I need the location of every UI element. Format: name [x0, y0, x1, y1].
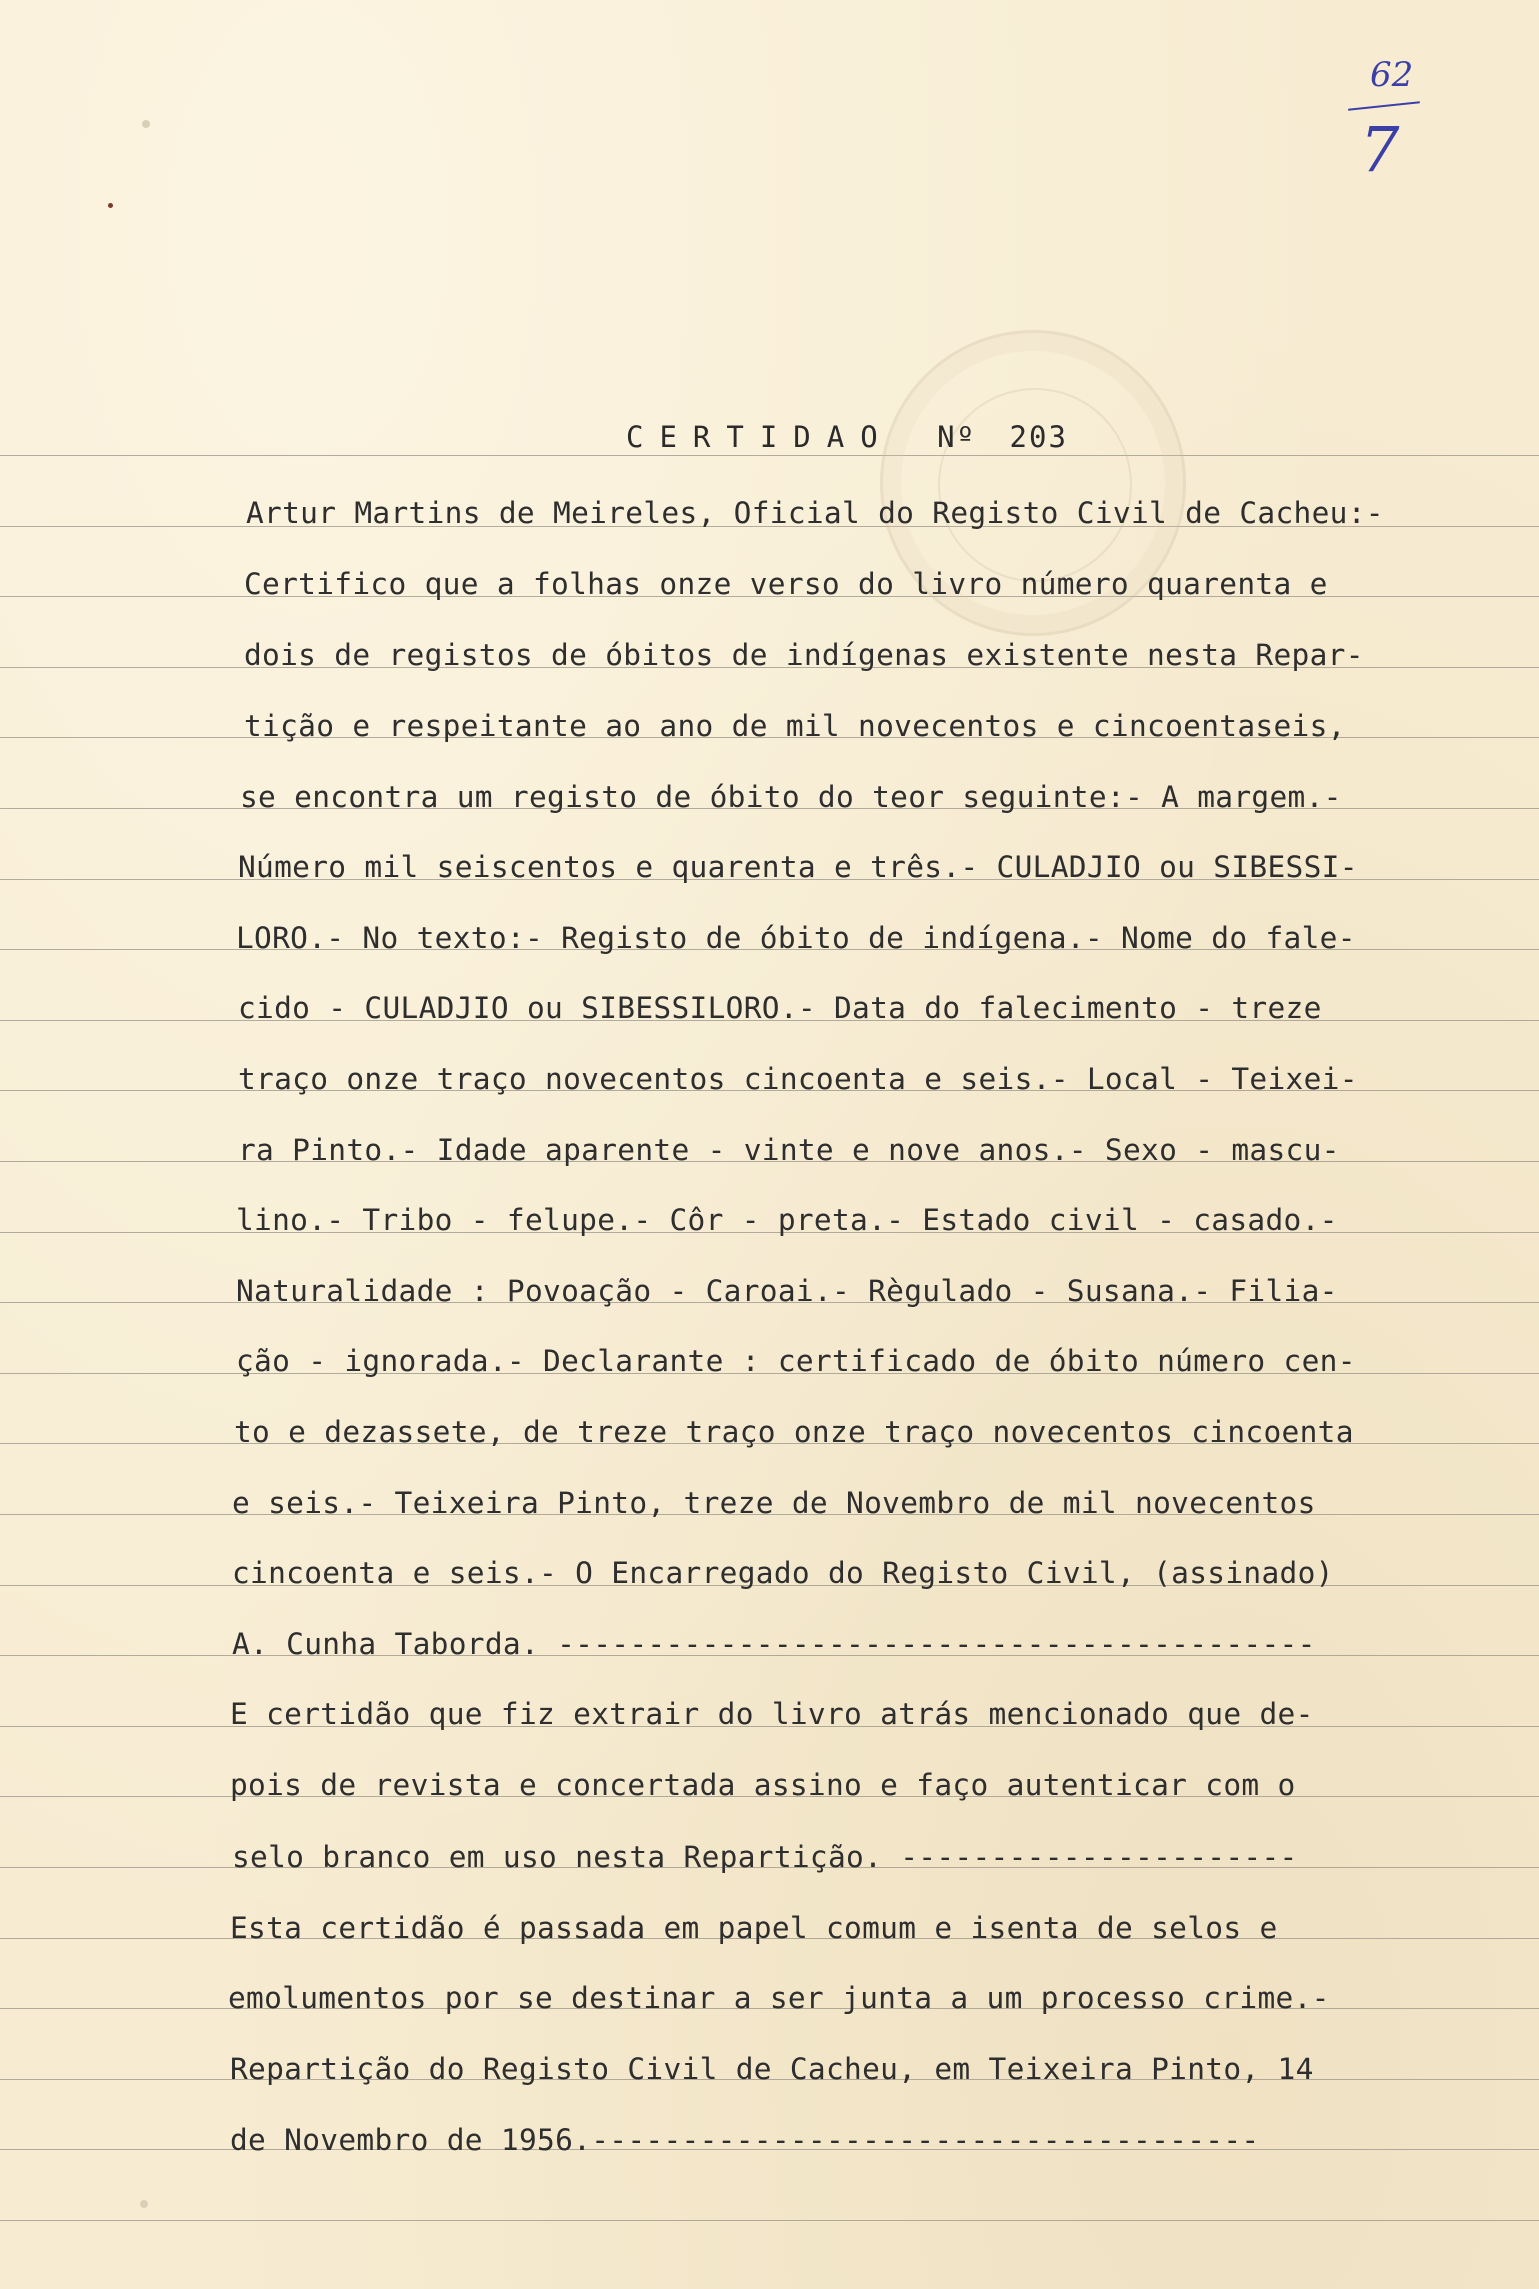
text-line: pois de revista e concertada assino e faço autenticar com o — [230, 1768, 1296, 1802]
text-line: A. Cunha Taborda. ------------------------------------------ — [232, 1627, 1316, 1661]
text-line: to e dezassete, de treze traço onze traço novecentos cincoenta — [234, 1415, 1354, 1449]
paper-spot — [108, 203, 113, 208]
title-number-label: Nº — [937, 420, 977, 454]
document-title — [626, 420, 1226, 470]
text-line: Certifico que a folhas onze verso do livro número quarenta e — [244, 567, 1328, 601]
text-line: Artur Martins de Meireles, Oficial do Registo Civil de Cacheu:- — [246, 496, 1384, 530]
folio-annotation — [1340, 55, 1430, 225]
title-number: 203 — [1009, 420, 1068, 454]
folio-bottom-number: 7 — [1360, 113, 1400, 186]
text-line: ção - ignorada.- Declarante : certificado de óbito número cen- — [236, 1344, 1356, 1378]
text-line: se encontra um registo de óbito do teor seguinte:- A margem.- — [240, 780, 1342, 814]
text-line: selo branco em uso nesta Repartição. ---------------------- — [232, 1840, 1298, 1874]
text-line: E certidão que fiz extrair do livro atrás mencionado que de- — [230, 1697, 1314, 1731]
text-line: Número mil seiscentos e quarenta e três.- CULADJIO ou SIBESSI- — [238, 850, 1358, 884]
folio-divider — [1348, 101, 1420, 111]
text-line: emolumentos por se destinar a ser junta a um processo crime.- — [228, 1981, 1330, 2015]
text-line: traço onze traço novecentos cincoenta e seis.- Local - Teixei- — [238, 1062, 1358, 1096]
text-line: Naturalidade : Povoação - Caroai.- Règulado - Susana.- Filia- — [236, 1274, 1338, 1308]
text-line: dois de registos de óbitos de indígenas existente nesta Repar- — [244, 638, 1364, 672]
text-line: lino.- Tribo - felupe.- Côr - preta.- Estado civil - casado.- — [236, 1203, 1338, 1237]
punch-hole-mark — [142, 120, 150, 128]
punch-hole-mark — [140, 2200, 148, 2208]
text-line: ra Pinto.- Idade aparente - vinte e nove anos.- Sexo - mascu- — [238, 1133, 1340, 1167]
title-word: CERTIDAO — [626, 420, 894, 454]
text-line: cincoenta e seis.- O Encarregado do Registo Civil, (assinado) — [232, 1556, 1334, 1590]
text-line: LORO.- No texto:- Registo de óbito de indígena.- Nome do fale- — [236, 921, 1356, 955]
text-line: Esta certidão é passada em papel comum e isenta de selos e — [230, 1911, 1278, 1945]
text-line: tição e respeitante ao ano de mil novecentos e cincoentaseis, — [244, 709, 1346, 743]
text-line: de Novembro de 1956.------------------------------------- — [230, 2123, 1260, 2157]
ruled-line — [0, 2220, 1539, 2221]
text-line: Repartição do Registo Civil de Cacheu, em Teixeira Pinto, 14 — [230, 2052, 1314, 2086]
folio-top-number: 62 — [1370, 55, 1414, 95]
text-line: cido - CULADJIO ou SIBESSILORO.- Data do falecimento - treze — [238, 991, 1322, 1025]
text-line: e seis.- Teixeira Pinto, treze de Novembro de mil novecentos — [232, 1486, 1316, 1520]
